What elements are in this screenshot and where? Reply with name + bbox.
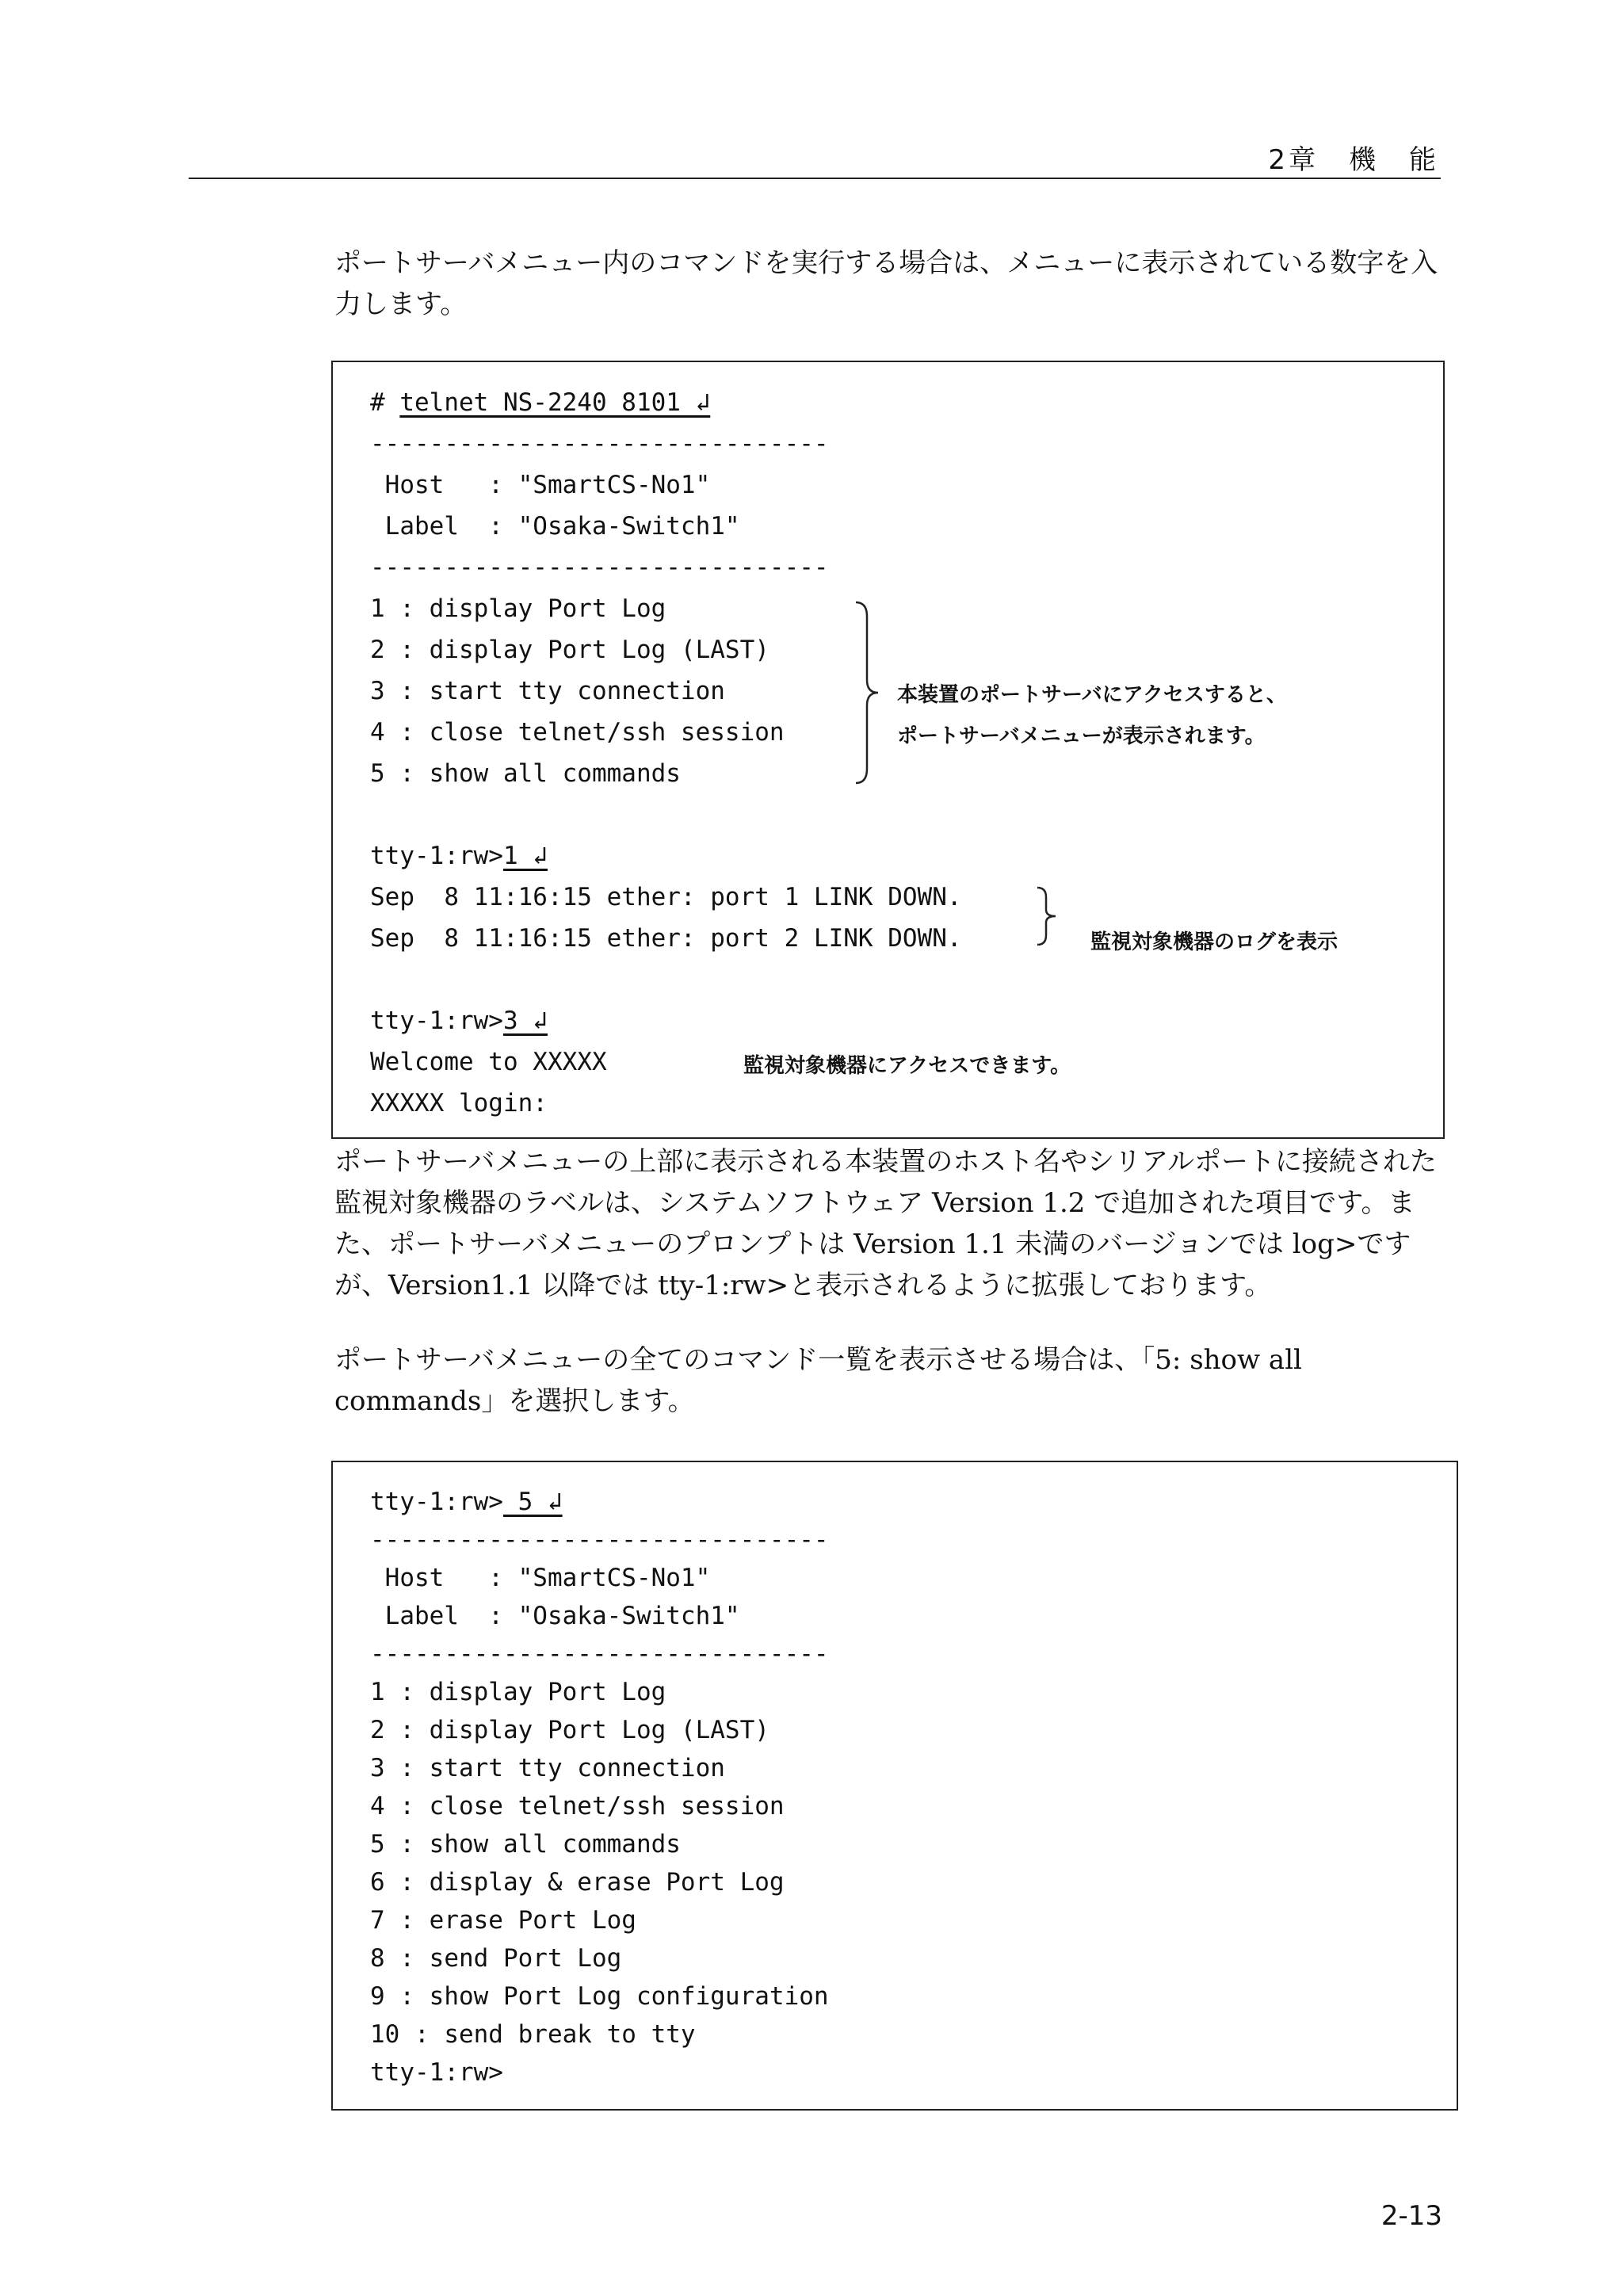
welcome-line: Welcome to XXXXX	[370, 1048, 607, 1076]
menu-item: 2 : display Port Log (LAST)	[370, 1716, 769, 1744]
menu-note-line-2: ポートサーバメニューが表示されます。	[897, 724, 1266, 748]
prompt-hash: #	[370, 388, 400, 417]
menu-item: 5 : show all commands	[370, 759, 681, 788]
prompt-line	[370, 842, 548, 870]
log-brace-icon	[1035, 886, 1059, 946]
host-line: Host : "SmartCS-No1"	[370, 471, 711, 499]
menu-item: 1 : display Port Log	[370, 594, 666, 623]
separator-line: -------------------------------	[370, 1640, 829, 1668]
menu-brace-icon	[853, 601, 881, 785]
label-line: Label : "Osaka-Switch1"	[370, 512, 740, 541]
menu-item: 2 : display Port Log (LAST)	[370, 636, 769, 664]
user-input: 1 ↲	[502, 842, 548, 870]
version-note-paragraph: ポートサーバメニューの上部に表示される本装置のホスト名やシリアルポートに接続された監視対象機器のラベルは、システムソフトウェア Version 1.2 で追加された項目です。また、ポートサーバメニューのプロンプトは Version 1.1 未満のバージョンでは log>ですが、Version1.1 以降では tty-1:rw>と表示されるように拡張しております。	[334, 1146, 1437, 1301]
menu-item: 5 : show all commands	[370, 1830, 681, 1859]
telnet-command: telnet NS-2240 8101 ↲	[399, 388, 711, 417]
intro-paragraph: ポートサーバメニュー内のコマンドを実行する場合は、メニューに表示されている数字を入力します。	[334, 247, 1438, 320]
prompt-text: tty-1:rw>	[370, 1488, 503, 1516]
log-note: 監視対象機器のログを表示	[1090, 930, 1338, 954]
menu-item: 8 : send Port Log	[370, 1944, 622, 1973]
telnet-command-line	[370, 388, 710, 417]
menu-item: 3 : start tty connection	[370, 677, 725, 705]
separator-line: -------------------------------	[370, 553, 829, 582]
menu-item: 6 : display & erase Port Log	[370, 1868, 785, 1897]
prompt-text: tty-1:rw>	[370, 842, 503, 870]
chapter-header: 2章 機 能	[1268, 144, 1439, 176]
log-line: Sep 8 11:16:15 ether: port 2 LINK DOWN.	[370, 924, 962, 953]
separator-line: -------------------------------	[370, 430, 829, 458]
prompt-line	[370, 1007, 548, 1035]
login-line: XXXXX login:	[370, 1089, 548, 1117]
menu-item: 4 : close telnet/ssh session	[370, 718, 785, 747]
menu-item: 4 : close telnet/ssh session	[370, 1792, 785, 1820]
separator-line: -------------------------------	[370, 1526, 829, 1554]
access-note: 監視対象機器にアクセスできます。	[743, 1054, 1071, 1078]
menu-item: 3 : start tty connection	[370, 1754, 725, 1782]
log-line: Sep 8 11:16:15 ether: port 1 LINK DOWN.	[370, 883, 962, 911]
menu-note-line-1: 本装置のポートサーバにアクセスすると、	[897, 683, 1287, 707]
label-line: Label : "Osaka-Switch1"	[370, 1602, 740, 1630]
menu-item: 10 : send break to tty	[370, 2020, 696, 2049]
menu-item: 1 : display Port Log	[370, 1678, 666, 1706]
host-line: Host : "SmartCS-No1"	[370, 1564, 711, 1592]
user-input: 3 ↲	[502, 1007, 548, 1035]
show-all-paragraph: ポートサーバメニューの全てのコマンド一覧を表示させる場合は、「5: show all commands」を選択します。	[334, 1344, 1302, 1417]
prompt-text: tty-1:rw>	[370, 1007, 503, 1035]
end-prompt-line: tty-1:rw>	[370, 2058, 503, 2087]
prompt-line	[370, 1488, 563, 1516]
menu-item: 7 : erase Port Log	[370, 1906, 636, 1935]
menu-item: 9 : show Port Log configuration	[370, 1982, 829, 2011]
header-rule	[189, 178, 1441, 179]
page-number: 2-13	[1381, 2200, 1442, 2232]
terminal-example-box-2	[331, 1461, 1458, 2111]
user-input: 5 ↲	[502, 1488, 563, 1516]
